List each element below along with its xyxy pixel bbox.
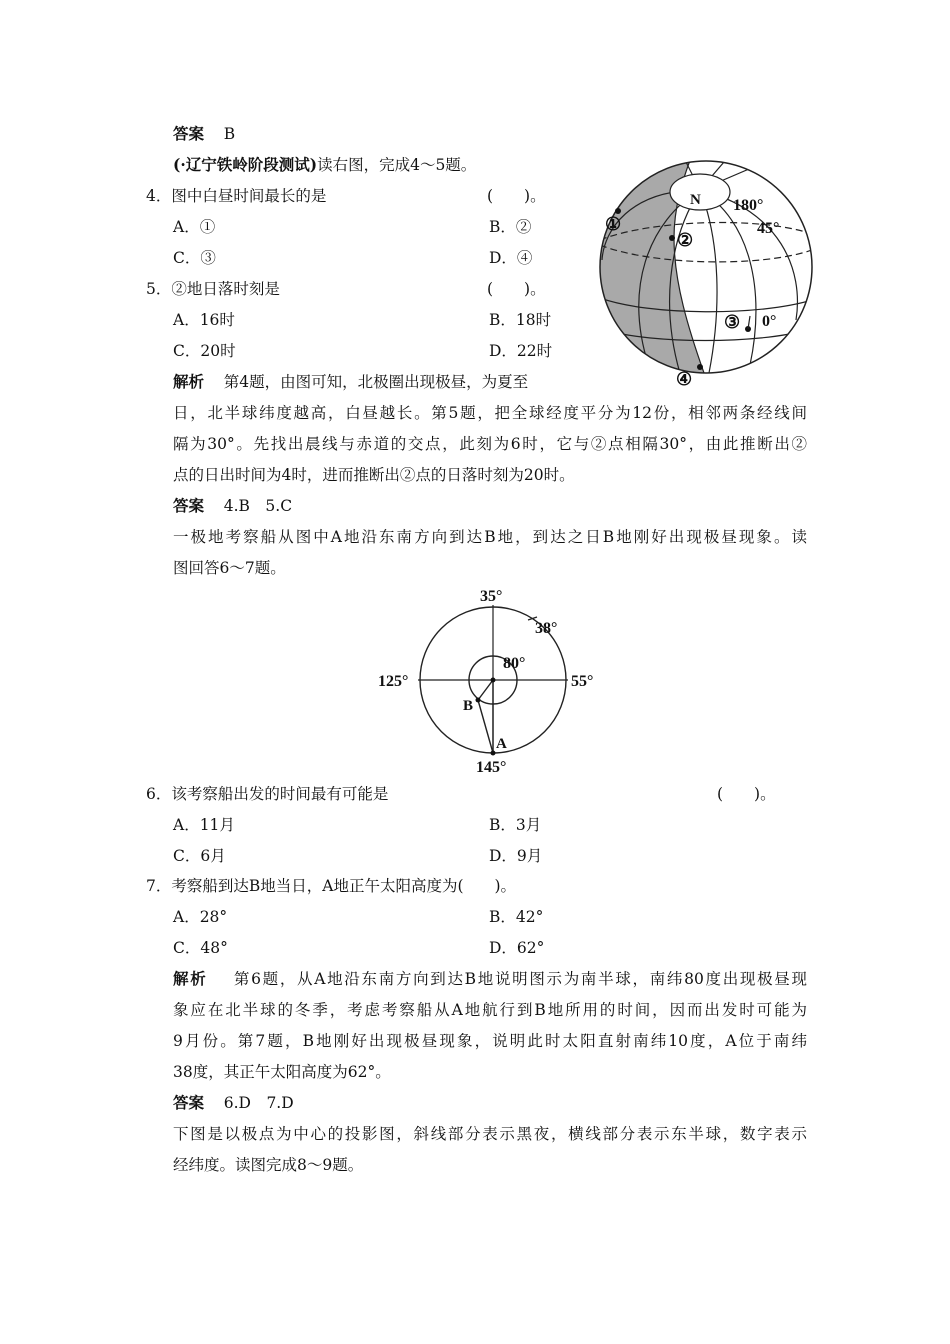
option-d: D．22时 <box>489 342 553 360</box>
analysis-line-1 <box>173 372 528 392</box>
analysis2-line-1 <box>173 969 807 989</box>
polar-label-35: 35° <box>480 588 503 605</box>
source-tag: (·辽宁铁岭阶段测试) <box>173 155 318 174</box>
analysis2-line-3: 9月份。第7题，B地刚好出现极昼现象，说明此时太阳直射南纬10度，A位于南纬 <box>173 1032 807 1050</box>
option-a: A．28° <box>173 908 228 926</box>
intro-line-1 <box>173 155 476 175</box>
answer-line-1 <box>173 124 235 144</box>
question-stem: 考察船到达B地当日，A地正午太阳高度为( )。 <box>171 877 517 895</box>
question-stem: 该考察船出发的时间最有可能是 <box>171 785 389 803</box>
polar-label-a: A <box>496 736 507 752</box>
answer-value: 4.B 5.C <box>223 497 293 515</box>
intro-text: 读右图，完成4～5题。 <box>317 156 477 174</box>
option-d: D．④ <box>489 249 533 267</box>
analysis-text: 第4题，由图可知，北极圈出现极昼，为夏至 <box>223 373 529 391</box>
question-7 <box>146 876 516 896</box>
globe-label-point-3: ③ <box>724 312 741 332</box>
answer-value: B <box>223 125 236 143</box>
question-number: 4． <box>146 187 172 205</box>
answer-label: 答案 <box>173 1093 205 1112</box>
question-5 <box>146 279 280 299</box>
option-c: C．48° <box>173 939 228 957</box>
analysis-label: 解析 <box>173 372 205 391</box>
intro-line-2b: 图回答6～7题。 <box>173 559 286 577</box>
option-a: A．11月 <box>173 816 235 834</box>
option-a: A．16时 <box>173 311 235 329</box>
option-d: D．9月 <box>489 847 543 865</box>
option-b: B．② <box>489 218 532 236</box>
intro-line-3a: 下图是以极点为中心的投影图，斜线部分表示黑夜，横线部分表示东半球，数字表示 <box>173 1125 807 1143</box>
answer-label: 答案 <box>173 496 205 515</box>
globe-label-n: N <box>690 192 701 208</box>
analysis-line-3: 隔为30°。先找出晨线与赤道的交点，此刻为6时，它与②点相隔30°，由此推断出② <box>173 435 807 453</box>
option-b: B．18时 <box>489 311 552 329</box>
question-stem: 图中白昼时间最长的是 <box>171 187 327 205</box>
globe-label-point-4: ④ <box>676 369 693 389</box>
answer-value: 6.D 7.D <box>223 1094 294 1112</box>
analysis-line-4: 点的日出时间为4时，进而推断出②点的日落时刻为20时。 <box>173 466 575 484</box>
option-d: D．62° <box>489 939 545 957</box>
polar-label-80: 80° <box>503 655 526 672</box>
analysis-label: 解析 <box>173 969 208 988</box>
analysis2-line-4: 38度，其正午太阳高度为62°。 <box>173 1063 391 1081</box>
globe-label-0: 0° <box>762 313 777 330</box>
intro-line-2a: 一极地考察船从图中A地沿东南方向到达B地，到达之日B地刚好出现极昼现象。读 <box>173 528 807 546</box>
question-number: 7． <box>146 877 172 895</box>
polar-label-125: 125° <box>378 673 409 690</box>
polar-label-38: 38° <box>535 620 558 637</box>
globe-label-180: 180° <box>733 197 764 214</box>
answer-bracket: ( )。 <box>487 187 546 205</box>
analysis-line-2: 日，北半球纬度越高，白昼越长。第5题，把全球经度平分为12份，相邻两条经线间 <box>173 404 807 422</box>
polar-label-b: B <box>463 698 474 714</box>
option-c: C．③ <box>173 249 216 267</box>
globe-label-45: 45° <box>757 220 780 237</box>
option-c: C．20时 <box>173 342 236 360</box>
intro-line-3b: 经纬度。读图完成8～9题。 <box>173 1156 364 1174</box>
answer-label: 答案 <box>173 124 205 143</box>
answer-line-3 <box>173 1093 294 1113</box>
option-b: B．42° <box>489 908 544 926</box>
globe-diagram <box>590 150 830 390</box>
answer-bracket: ( )。 <box>717 785 776 803</box>
polar-label-55: 55° <box>571 673 594 690</box>
option-a: A．① <box>173 218 216 236</box>
question-6 <box>146 784 388 804</box>
answer-line-2 <box>173 496 292 516</box>
analysis-text: 第6题，从A地沿东南方向到达B地说明图示为南半球，南纬80度出现极昼现 <box>233 970 807 988</box>
answer-bracket: ( )。 <box>487 280 546 298</box>
question-4 <box>146 186 326 206</box>
globe-label-point-2: ② <box>677 230 694 250</box>
question-number: 5． <box>146 280 172 298</box>
option-b: B．3月 <box>489 816 542 834</box>
question-number: 6． <box>146 785 172 803</box>
polar-label-145: 145° <box>476 759 507 775</box>
analysis2-line-2: 象应在北半球的冬季，考虑考察船从A地航行到B地所用的时间，因而出发时可能为 <box>173 1001 807 1019</box>
option-c: C．6月 <box>173 847 226 865</box>
globe-label-point-1: ① <box>605 214 622 234</box>
polar-diagram <box>372 585 612 775</box>
question-stem: ②地日落时刻是 <box>171 280 280 298</box>
